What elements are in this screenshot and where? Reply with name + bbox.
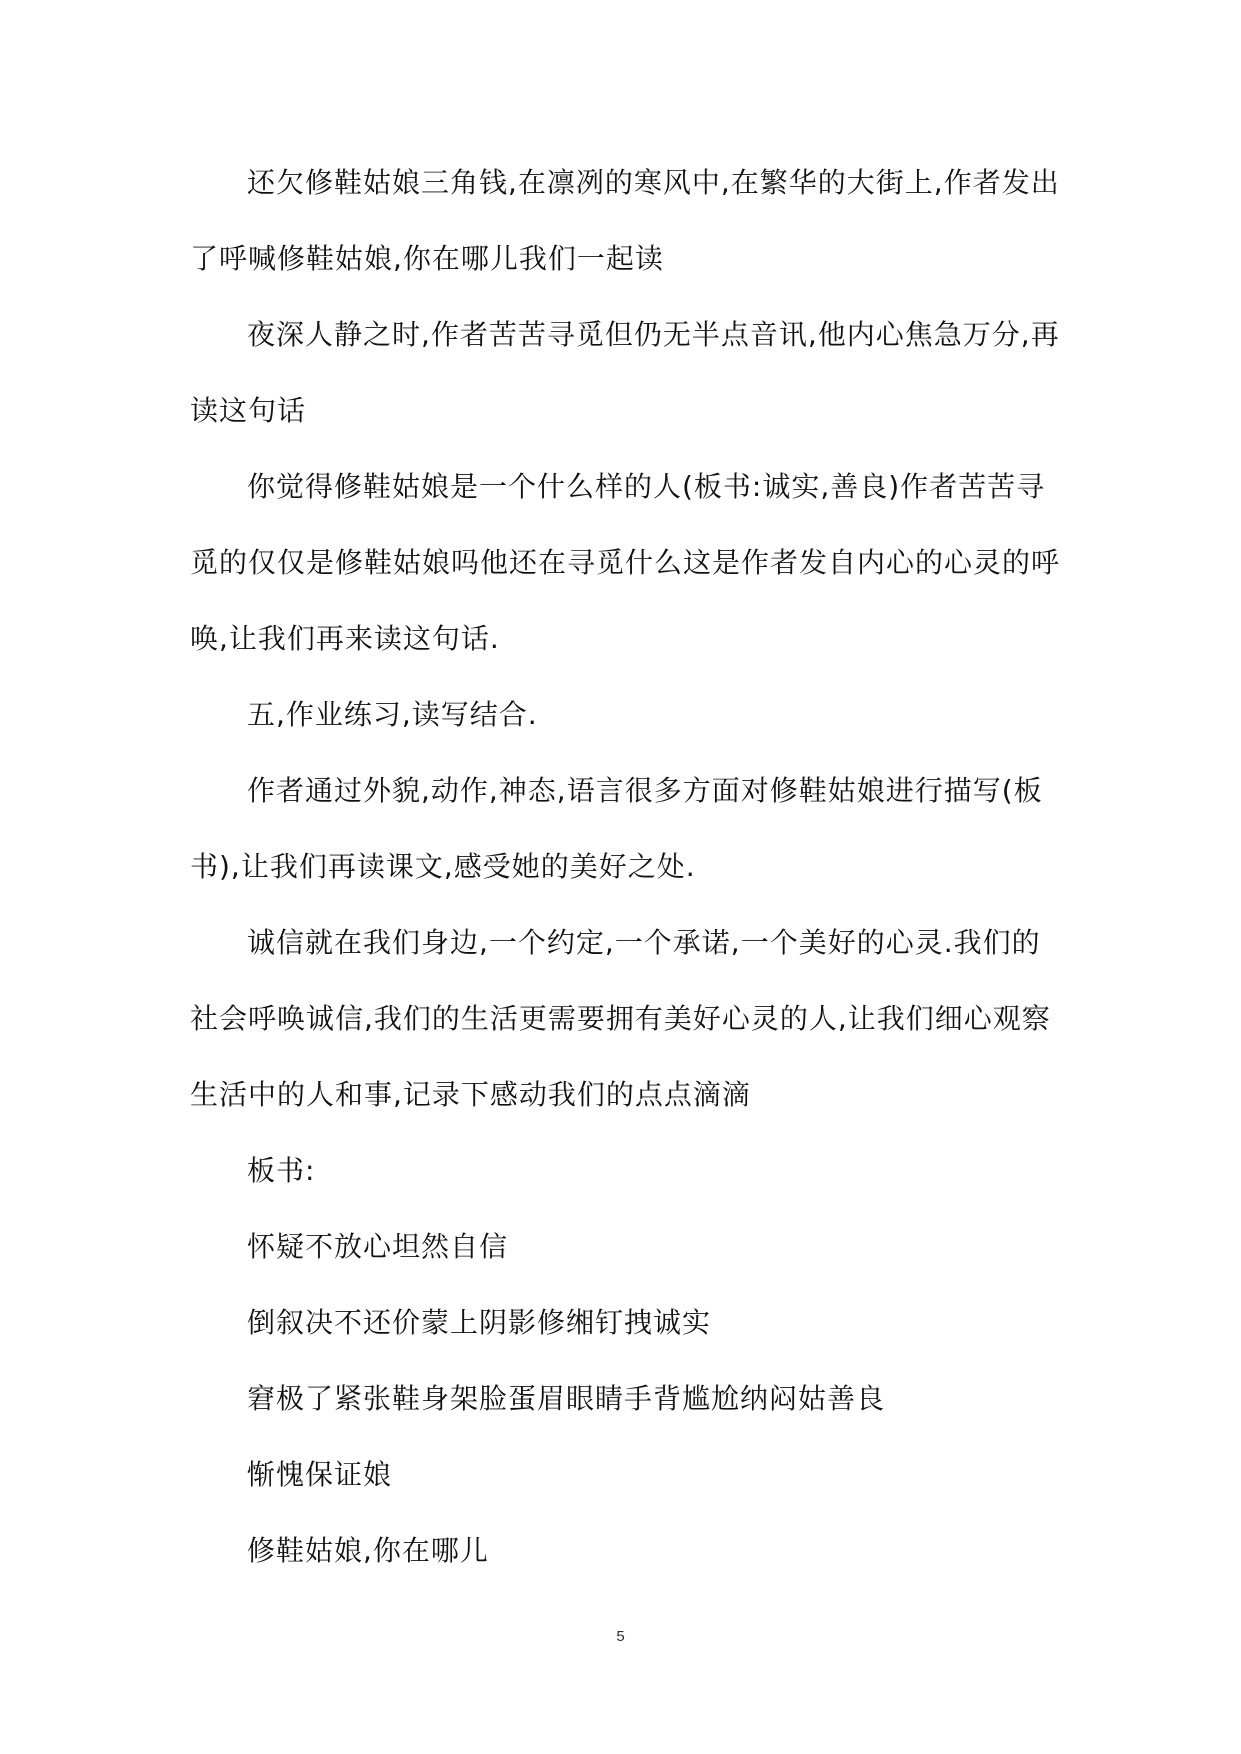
- board-title: 板书:: [247, 1154, 316, 1187]
- board-line-4: 惭愧保证娘: [247, 1458, 393, 1491]
- paragraph-2: 夜深人静之时,作者苦苦寻觅但仍无半点音讯,他内心焦急万分,再读这句话: [190, 318, 1060, 427]
- paragraph-1: 还欠修鞋姑娘三角钱,在凛冽的寒风中,在繁华的大街上,作者发出了呼喊修鞋姑娘,你在哪儿我们一起读: [190, 166, 1060, 275]
- board-line-3: 窘极了紧张鞋身架脸蛋眉眼睛手背尴尬纳闷姑善良: [247, 1382, 886, 1415]
- paragraph-4: 五,作业练习,读写结合.: [247, 698, 538, 731]
- board-line-1: 怀疑不放心坦然自信: [247, 1230, 509, 1263]
- paragraph-5: 作者通过外貌,动作,神态,语言很多方面对修鞋姑娘进行描写(板书),让我们再读课文,感受她的美好之处.: [190, 774, 1043, 883]
- board-line-2: 倒叙决不还价蒙上阴影修缃钉拽诚实: [247, 1306, 712, 1339]
- board-line-5: 修鞋姑娘,你在哪儿: [247, 1534, 489, 1567]
- document-body: [190, 145, 1060, 1589]
- paragraph-6: 诚信就在我们身边,一个约定,一个承诺,一个美好的心灵.我们的社会呼唤诚信,我们的生活更需要拥有美好心灵的人,让我们细心观察生活中的人和事,记录下感动我们的点点滴滴: [190, 926, 1051, 1111]
- paragraph-3: 你觉得修鞋姑娘是一个什么样的人(板书:诚实,善良)作者苦苦寻觅的仅仅是修鞋姑娘吗他还在寻觅什么这是作者发自内心的心灵的呼唤,让我们再来读这句话.: [190, 470, 1061, 655]
- page-number: 5: [616, 1628, 625, 1645]
